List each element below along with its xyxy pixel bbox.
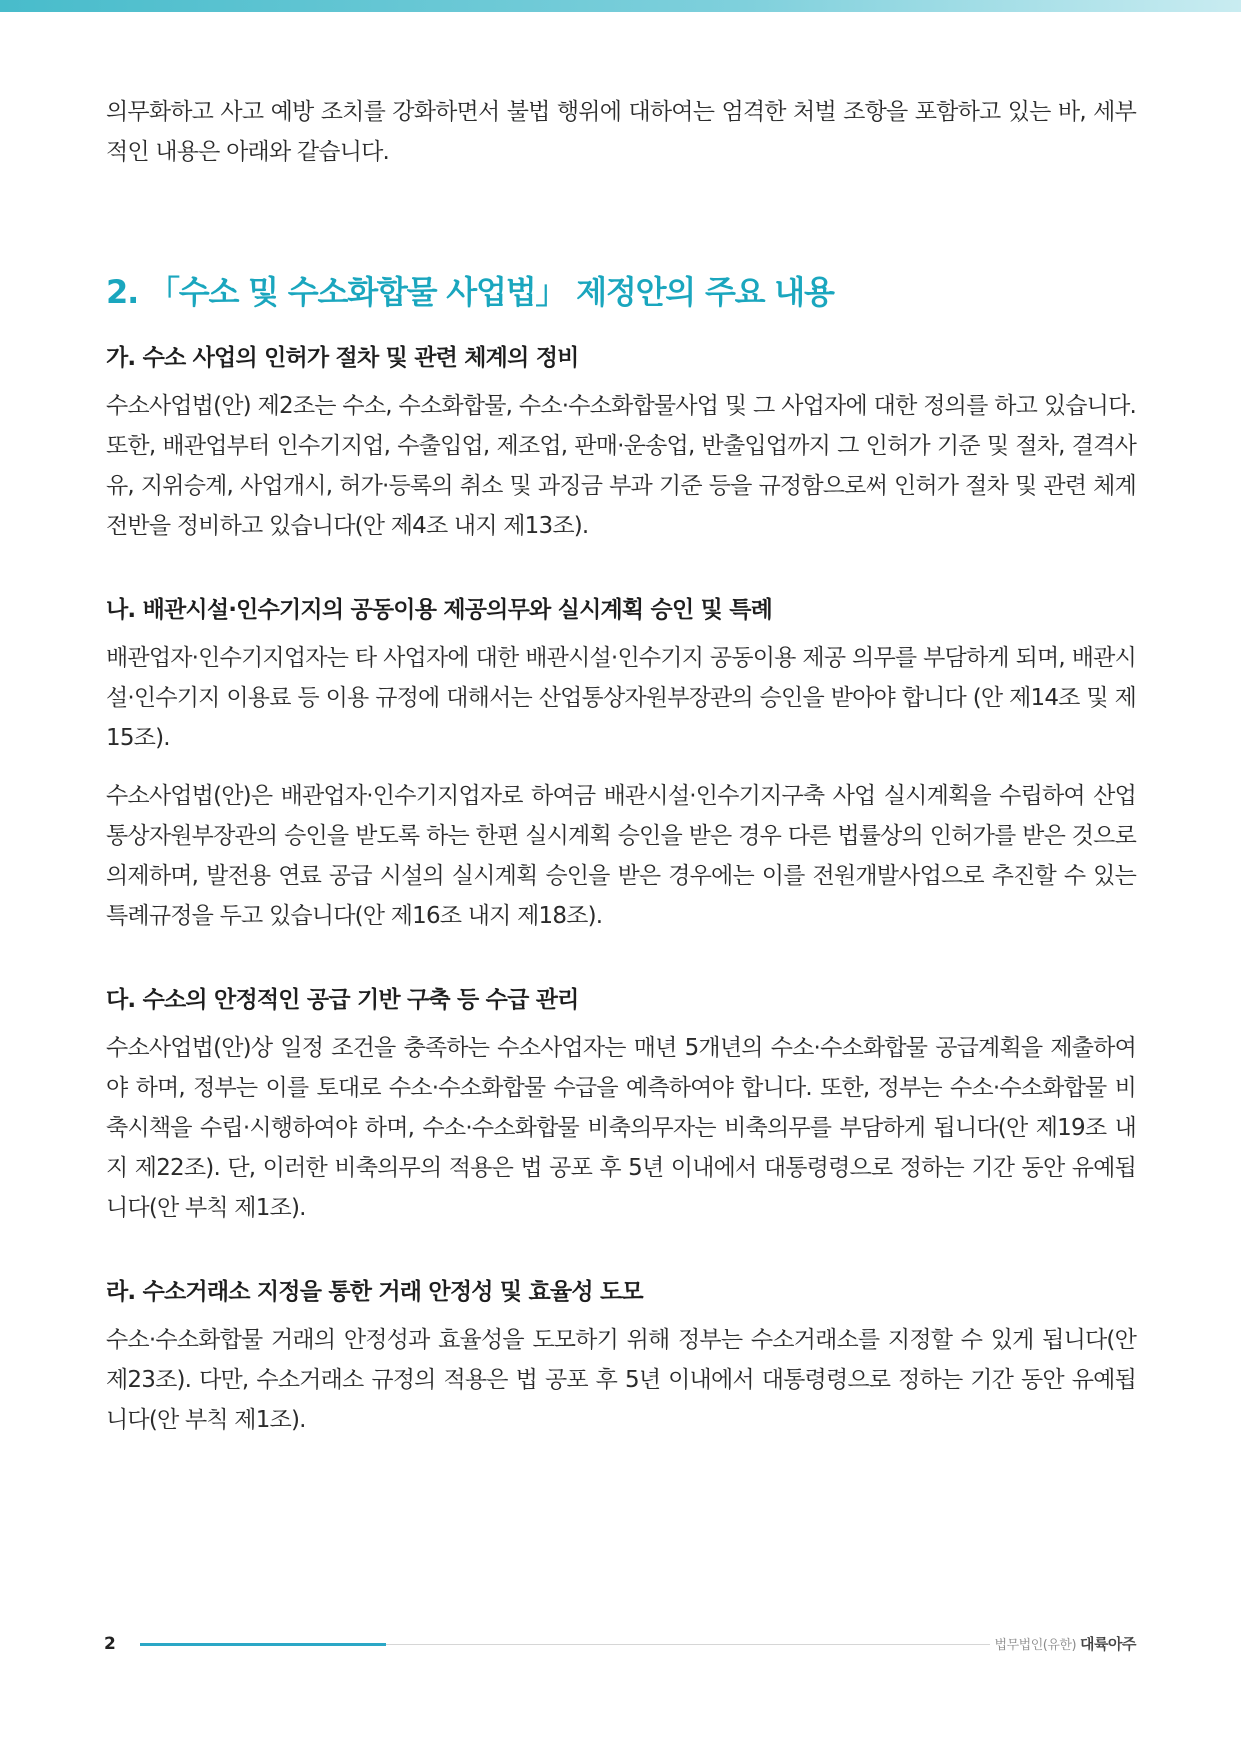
intro-paragraph: 의무화하고 사고 예방 조치를 강화하면서 불법 행위에 대하여는 엄격한 처벌 조항을 포함하고 있는 바, 세부적인 내용은 아래와 같습니다. (106, 99, 1136, 165)
subsection-na-paragraph-1: 배관업자·인수기지업자는 타 사업자에 대한 배관시설·인수기지 공동이용 제공 의무를 부담하게 되며, 배관시설·인수기지 이용료 등 이용 규정에 대해서는 산업통상자원부장관의 승인을 받아야 합니다 (안 제14조 및 제15조). (106, 645, 1136, 751)
section-title: 2. 「수소 및 수소화합물 사업법」 제정안의 주요 내용 (106, 273, 834, 311)
subsection-heading-ra: 라. 수소거래소 지정을 통한 거래 안정성 및 효율성 도모 (106, 1279, 643, 1305)
document-body (106, 92, 1136, 1440)
firm-name: 대륙아주 (1080, 1635, 1136, 1653)
top-accent-bar (0, 0, 1241, 12)
firm-prefix: 법무법인(유한) (994, 1638, 1077, 1653)
subsection-ra-paragraph-1: 수소·수소화합물 거래의 안정성과 효율성을 도모하기 위해 정부는 수소거래소를 지정할 수 있게 됩니다(안 제23조). 다만, 수소거래소 규정의 적용은 법 공포 후 5년 이내에서 대통령령으로 정하는 기간 동안 유예됩니다(안 부칙 제1조). (106, 1327, 1136, 1433)
page-footer (104, 1631, 1136, 1657)
subsection-na-paragraph-2: 수소사업법(안)은 배관업자·인수기지업자로 하여금 배관시설·인수기지구축 사업 실시계획을 수립하여 산업통상자원부장관의 승인을 받도록 하는 한편 실시계획 승인을 받은 경우 다른 법률상의 인허가를 받은 것으로 의제하며, 발전용 연료 공급 시설의 실시계획 승인을 받은 경우에는 이를 전원개발사업으로 추진할 수 있는 특례규정을 두고 있습니다(안 제16조 내지 제18조). (106, 783, 1136, 929)
subsection-ga-paragraph-1: 수소사업법(안) 제2조는 수소, 수소화합물, 수소·수소화합물사업 및 그 사업자에 대한 정의를 하고 있습니다. 또한, 배관업부터 인수기지업, 수출입업, 제조업, 판매·운송업, 반출입업까지 그 인허가 기준 및 절차, 결격사유, 지위승계, 사업개시, 허가·등록의 취소 및 과징금 부과 기준 등을 규정함으로써 인허가 절차 및 관련 체계 전반을 정비하고 있습니다(안 제4조 내지 제13조). (106, 393, 1136, 539)
footer-accent-line (140, 1643, 386, 1646)
subsection-da-paragraph-1: 수소사업법(안)상 일정 조건을 충족하는 수소사업자는 매년 5개년의 수소·수소화합물 공급계획을 제출하여야 하며, 정부는 이를 토대로 수소·수소화합물 수급을 예측하여야 합니다. 또한, 정부는 수소·수소화합물 비축시책을 수립·시행하여야 하며, 수소·수소화합물 비축의무자는 비축의무를 부담하게 됩니다(안 제19조 내지 제22조). 단, 이러한 비축의무의 적용은 법 공포 후 5년 이내에서 대통령령으로 정하는 기간 동안 유예됩니다(안 부칙 제1조). (106, 1035, 1136, 1221)
page-number: 2 (104, 1634, 116, 1654)
subsection-heading-ga: 가. 수소 사업의 인허가 절차 및 관련 체계의 정비 (106, 345, 579, 371)
firm-logo-text (995, 1631, 1136, 1659)
subsection-heading-da: 다. 수소의 안정적인 공급 기반 구축 등 수급 관리 (106, 987, 579, 1013)
subsection-heading-na: 나. 배관시설·인수기지의 공동이용 제공의무와 실시계획 승인 및 특례 (106, 597, 773, 623)
